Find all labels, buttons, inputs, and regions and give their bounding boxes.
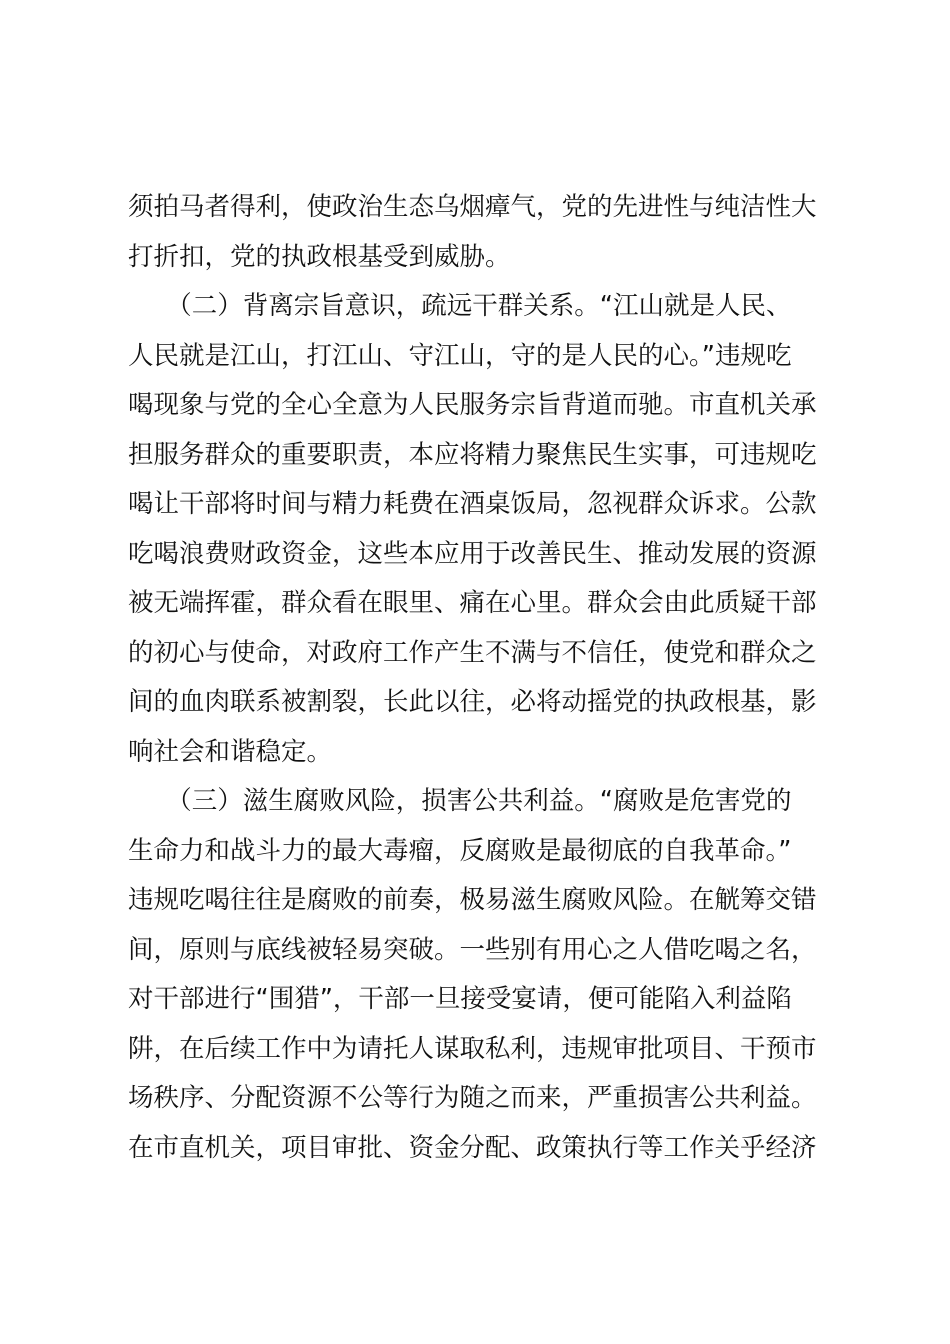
text-line: 对干部进行“围猎”，干部一旦接受宴请，便可能陷入利益陷 (128, 984, 792, 1014)
text-line: 喝现象与党的全心全意为人民服务宗旨背道而驰。市直机关承 (128, 390, 817, 420)
text-line: 间，原则与底线被轻易突破。一些别有用心之人借吃喝之名， (128, 934, 817, 965)
text-line: 人民就是江山，打江山、守江山，守的是人民的心。”违规吃 (128, 340, 792, 371)
text-line: 场秩序、分配资源不公等行为随之而来，严重损害公共利益。 (128, 1083, 817, 1113)
section-heading-line: （三）滋生腐败风险，损害公共利益。“腐败是危害党的 (128, 786, 792, 816)
text-line: 打折扣，党的执政根基受到威胁。 (128, 241, 511, 272)
text-line: 生命力和战斗力的最大毒瘤，反腐败是最彻底的自我革命。” (128, 835, 792, 866)
section-heading-line: （二）背离宗旨意识，疏远干群关系。“江山就是人民、 (128, 291, 792, 321)
text-line: 吃喝浪费财政资金，这些本应用于改善民生、推动发展的资源 (128, 538, 817, 569)
text-line: 违规吃喝往往是腐败的前奏，极易滋生腐败风险。在觥筹交错 (128, 885, 817, 915)
text-line: 的初心与使命，对政府工作产生不满与不信任，使党和群众之 (128, 637, 817, 668)
text-line: 喝让干部将时间与精力耗费在酒桌饭局，忽视群众诉求。公款 (128, 489, 817, 519)
text-line: 须拍马者得利，使政治生态乌烟瘴气，党的先进性与纯洁性大 (128, 192, 817, 222)
text-line: 担服务群众的重要职责，本应将精力聚焦民生实事，可违规吃 (128, 439, 817, 470)
text-line: 间的血肉联系被割裂，长此以往，必将动摇党的执政根基，影 (128, 687, 817, 717)
body-text (128, 183, 828, 1173)
text-line: 被无端挥霍，群众看在眼里、痛在心里。群众会由此质疑干部 (128, 588, 817, 618)
text-line: 响社会和谐稳定。 (128, 736, 333, 767)
text-line: 阱，在后续工作中为请托人谋取私利，违规审批项目、干预市 (128, 1033, 817, 1064)
text-line: 在市直机关，项目审批、资金分配、政策执行等工作关乎经济 (128, 1132, 817, 1163)
